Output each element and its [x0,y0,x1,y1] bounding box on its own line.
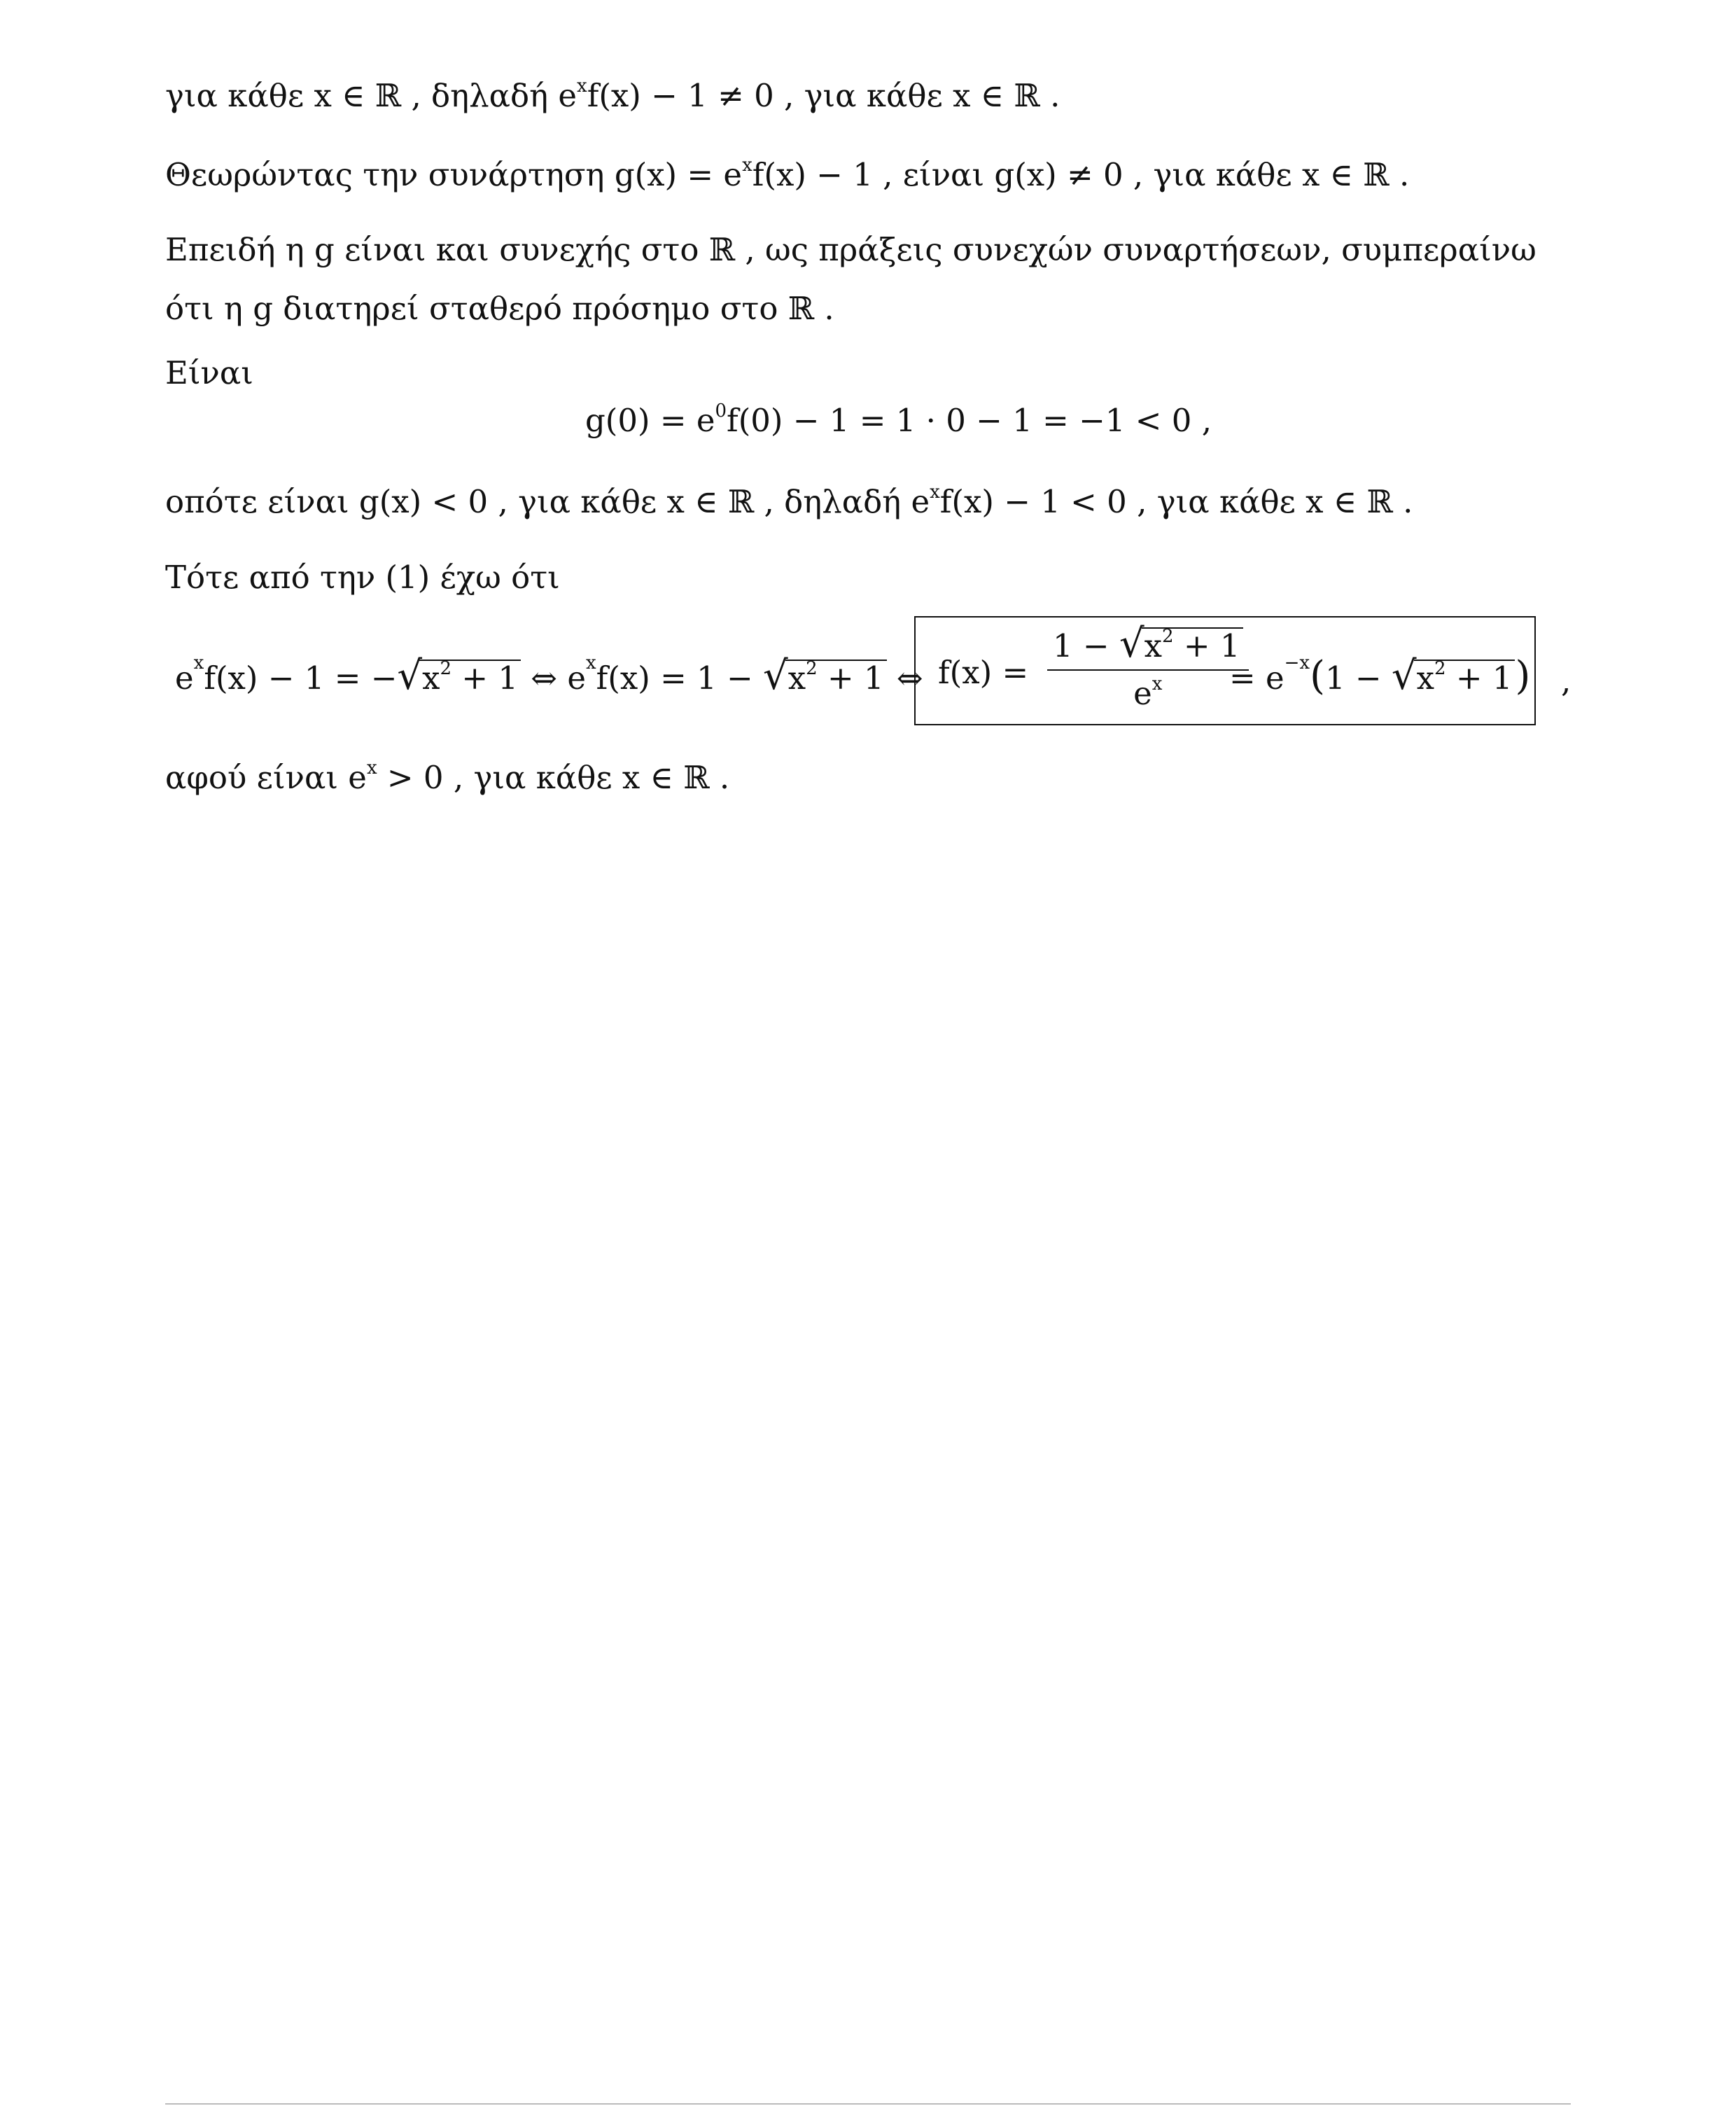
text-line-6: οπότε είναι g(x) < 0 , για κάθε x ∈ ℝ , δηλαδή $e^xf(x) - 1 < 0$ , για κάθε x ∈ ℝ . [165,482,1413,520]
equation-chain: $e^xf(x) - 1 = -√x^2 + 1$ ⇔ $e^xf(x) = 1 - √x^2 + 1$ ⇔ [175,653,923,699]
right-paren: ) [1515,653,1531,699]
sqrt-radicand: $x^2 + 1$ [1142,627,1243,662]
result-rhs: = $e^{-x}(1 - √x^2 + 1)$ [1229,653,1531,699]
text-line-5: Είναι [165,354,253,391]
sqrt-radicand: $x^2 + 1$ [419,660,521,694]
footer-rule [165,2103,1571,2105]
text-line-2: Θεωρώντας την συνάρτηση $g(x) = e^xf(x) - 1$ , είναι g(x) ≠ 0 , για κάθε x ∈ ℝ . [165,155,1410,193]
fraction-numerator: $1 - √x^2 + 1$ [1047,625,1249,671]
result-fraction [1047,621,1249,712]
sqrt-radicand: $x^2 + 1$ [1414,660,1516,694]
sqrt-symbol: √ [1119,621,1144,667]
sqrt-radicand: $x^2 + 1$ [785,660,887,694]
sqrt-symbol: √ [397,653,423,699]
fraction-denominator: $e^x$ [1133,674,1163,712]
left-paren: ( [1310,653,1325,699]
sqrt-symbol: √ [763,653,788,699]
text-line-7: Τότε από την (1) έχω ότι [165,559,560,596]
text-line-1: για κάθε x ∈ ℝ , δηλαδή $e^xf(x) - 1 \ne 0$ , για κάθε x ∈ ℝ . [165,76,1060,114]
equation-g0: $g(0) = e^0f(0) - 1 = 1 \cdot 0 - 1 = -1 < 0$ , [585,400,1212,439]
text-line-3: Επειδή η g είναι και συνεχής στο ℝ , ως πράξεις συνεχών συναρτήσεων, συμπεραίνω [165,231,1536,268]
equation-comma: , [1561,662,1572,699]
sqrt-symbol: √ [1391,653,1417,699]
text-line-4: ότι η g διατηρεί σταθερό πρόσημο στο ℝ . [165,290,834,327]
text-line-8: αφού είναι $e^x > 0$ , για κάθε x ∈ ℝ . [165,758,730,796]
result-fx-label: f(x) = [938,654,1029,691]
